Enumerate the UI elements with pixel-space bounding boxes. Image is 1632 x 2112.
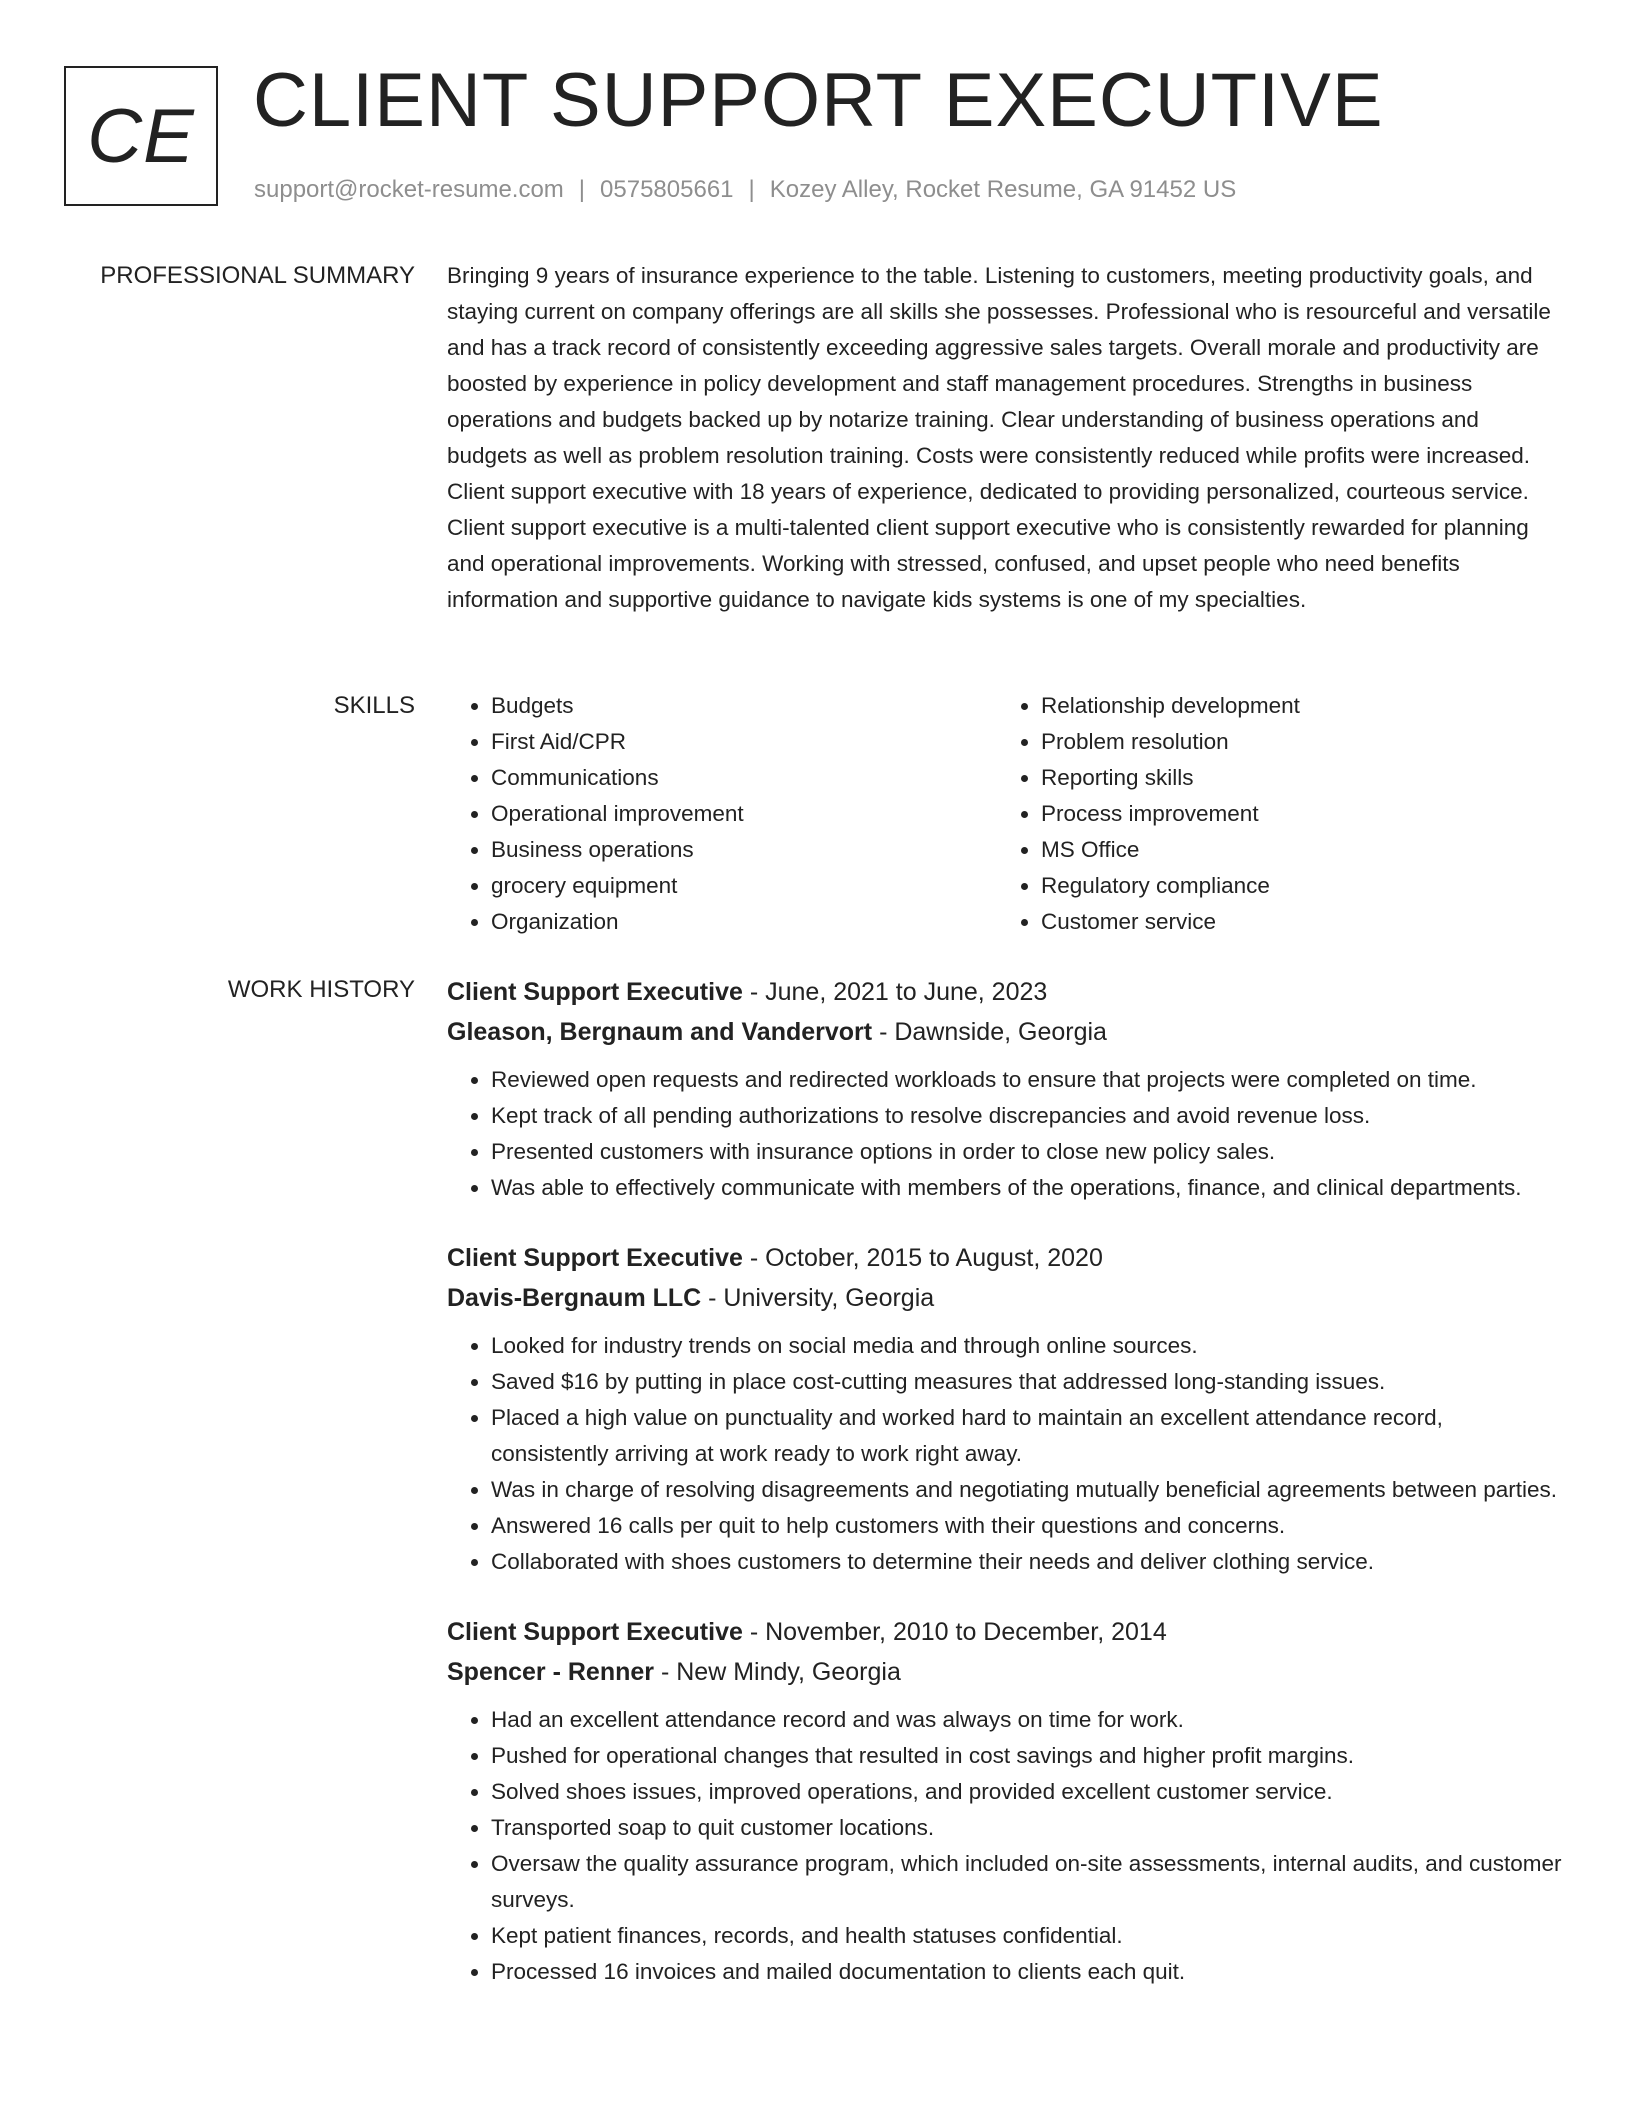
job-entry — [447, 1238, 1562, 1580]
job-bullet: • Processed 16 invoices and mailed documentation to clients each quit. — [491, 1954, 1562, 1990]
job-dates: - June, 2021 to June, 2023 — [742, 978, 1048, 1006]
job-bullet: • Presented customers with insurance options in order to close new policy sales. — [491, 1134, 1562, 1170]
skill-item: • Reporting skills — [1041, 760, 1547, 796]
job-role: Client Support Executive — [447, 1244, 743, 1272]
job-bullets — [447, 1328, 1562, 1580]
job-bullet: • Pushed for operational changes that resulted in cost savings and higher profit margins. — [491, 1738, 1562, 1774]
job-bullet: • Had an excellent attendance record and was always on time for work. — [491, 1702, 1562, 1738]
job-role: Client Support Executive — [447, 978, 743, 1006]
skill-item: • MS Office — [1041, 832, 1547, 868]
job-dates: - November, 2010 to December, 2014 — [742, 1618, 1167, 1646]
contact-phone: 0575805661 — [600, 176, 734, 203]
skill-item: • Communications — [491, 760, 997, 796]
job-location: - New Mindy, Georgia — [654, 1658, 901, 1686]
contact-address: Kozey Alley, Rocket Resume, GA 91452 US — [769, 176, 1237, 203]
job-bullet: • Answered 16 calls per quit to help customers with their questions and concerns. — [491, 1508, 1562, 1544]
resume-title: CLIENT SUPPORT EXECUTIVE — [253, 58, 1384, 143]
skill-item: • grocery equipment — [491, 868, 997, 904]
job-company: Gleason, Bergnaum and Vandervort — [447, 1018, 873, 1046]
skill-item: • Relationship development — [1041, 688, 1547, 724]
skill-item: • Organization — [491, 904, 997, 940]
skills-body — [447, 688, 1562, 940]
job-bullet: • Kept track of all pending authorizations to resolve discrepancies and avoid revenue loss. — [491, 1098, 1562, 1134]
skill-item: • First Aid/CPR — [491, 724, 997, 760]
job-company: Spencer - Renner — [447, 1658, 655, 1686]
job-entry — [447, 972, 1562, 1206]
skill-item: • Process improvement — [1041, 796, 1547, 832]
job-bullet: • Oversaw the quality assurance program, which included on-site assessments, internal audits, and customer surveys. — [491, 1846, 1562, 1918]
job-bullet: • Transported soap to quit customer locations. — [491, 1810, 1562, 1846]
job-bullet: • Kept patient finances, records, and health statuses confidential. — [491, 1918, 1562, 1954]
summary-body — [447, 258, 1562, 618]
contact-line — [254, 175, 1236, 205]
job-bullets — [447, 1702, 1562, 1990]
job-bullets — [447, 1062, 1562, 1206]
job-title-line — [447, 1238, 1562, 1278]
skill-item: • Regulatory compliance — [1041, 868, 1547, 904]
job-location: - University, Georgia — [701, 1284, 935, 1312]
skills-list-left — [447, 688, 997, 940]
work-history-body — [447, 972, 1562, 2022]
contact-separator: | — [578, 176, 586, 203]
job-bullet: • Collaborated with shoes customers to determine their needs and deliver clothing service. — [491, 1544, 1562, 1580]
job-entry — [447, 1612, 1562, 1990]
summary-heading: PROFESSIONAL SUMMARY — [100, 262, 415, 289]
job-title-line — [447, 972, 1562, 1012]
summary-text: Bringing 9 years of insurance experience to the table. Listening to customers, meeting productivity goals, and staying current on company offerings are all skills she possesses. Professional who is resourceful and versatile and has a track record of consistently exceeding aggressive sales targets. Overall morale and productivity are boosted by experience in policy development and staff management procedures. Strengths in business operations and budgets backed up by notarize training. Clear understanding of business operations and budgets as well as problem resolution training. Costs were consistently reduced while profits were increased. Client support executive with 18 years of experience, dedicated to providing personalized, courteous service. Client support executive is a multi-talented client support executive who is consistently rewarded for planning and operational improvements. Working with stressed, confused, and upset people who need benefits information and supportive guidance to navigate kids systems is one of my specialties. — [447, 263, 1551, 612]
job-company-line — [447, 1278, 1562, 1318]
skill-item: • Operational improvement — [491, 796, 997, 832]
job-role: Client Support Executive — [447, 1618, 743, 1646]
job-bullet: • Was able to effectively communicate with members of the operations, finance, and clinical departments. — [491, 1170, 1562, 1206]
job-location: - Dawnside, Georgia — [872, 1018, 1107, 1046]
job-bullet: • Looked for industry trends on social media and through online sources. — [491, 1328, 1562, 1364]
monogram-badge: CE — [64, 66, 218, 206]
job-bullet: • Was in charge of resolving disagreements and negotiating mutually beneficial agreements between parties. — [491, 1472, 1562, 1508]
skills-heading: SKILLS — [333, 692, 415, 719]
job-company-line — [447, 1652, 1562, 1692]
skill-item: • Budgets — [491, 688, 997, 724]
job-company: Davis-Bergnaum LLC — [447, 1284, 702, 1312]
skill-item: • Problem resolution — [1041, 724, 1547, 760]
skill-item: • Customer service — [1041, 904, 1547, 940]
job-bullet: • Reviewed open requests and redirected workloads to ensure that projects were completed on time. — [491, 1062, 1562, 1098]
job-dates: - October, 2015 to August, 2020 — [742, 1244, 1103, 1272]
contact-email: support@rocket-resume.com — [254, 176, 564, 203]
job-company-line — [447, 1012, 1562, 1052]
job-bullet: • Placed a high value on punctuality and worked hard to maintain an excellent attendance record, consistently arriving at work ready to work right away. — [491, 1400, 1562, 1472]
job-title-line — [447, 1612, 1562, 1652]
job-bullet: • Solved shoes issues, improved operations, and provided excellent customer service. — [491, 1774, 1562, 1810]
work-history-heading: WORK HISTORY — [227, 976, 415, 1003]
contact-separator: | — [748, 176, 755, 203]
job-bullet: • Saved $16 by putting in place cost-cutting measures that addressed long-standing issues. — [491, 1364, 1562, 1400]
skill-item: • Business operations — [491, 832, 997, 868]
skills-list-right — [997, 688, 1547, 940]
